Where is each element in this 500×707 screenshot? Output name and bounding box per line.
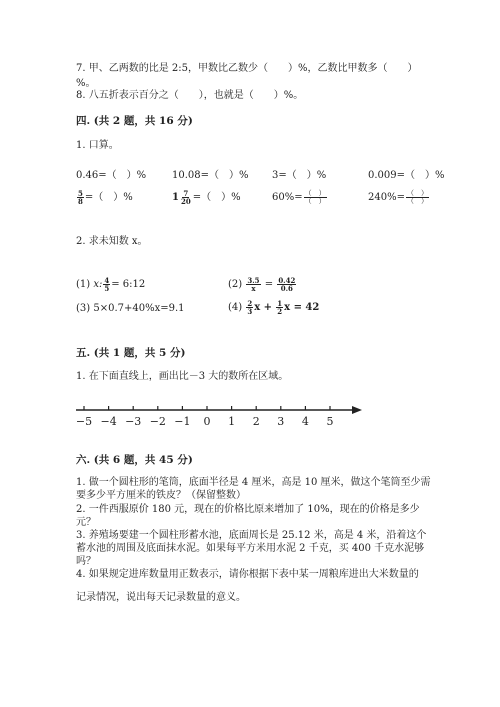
number-line-label: −4 [100, 415, 117, 428]
question-8: 8. 八五折表示百分之（ ），也就是（ ）%。 [76, 90, 304, 101]
number-line-label: 0 [203, 415, 211, 428]
number-line-label: 1 [228, 415, 236, 428]
section-6-title: 六. (共 6 题，共 45 分) [76, 454, 193, 466]
oral-b2: 1 $\frac{7}{20}$ =（ ）% [172, 189, 241, 206]
number-line-label: 4 [301, 415, 309, 428]
number-line-label: 5 [326, 415, 334, 428]
section-4-q2-title: 2. 求未知数 x。 [76, 236, 148, 247]
fraction-7-20: $\frac{7}{20}$ [180, 189, 191, 206]
question-7-line1: 7. 甲、乙两数的比是 2:5，甲数比乙数少（ ）%，乙数比甲数多（ ） [76, 63, 418, 74]
fraction-4-5: $\frac{4}{5}$ [104, 276, 110, 293]
fraction-2-3: $\frac{2}{3}$ [247, 299, 253, 316]
oral-a4: 0.009=（ ）% [368, 170, 445, 181]
fraction-3.5-x: $\frac{3.5}{x}$ [247, 276, 260, 293]
problem-line: 要多少平方厘米的铁皮？（保留整数） [76, 490, 246, 501]
number-line-label: −5 [75, 415, 93, 428]
number-line-label: 2 [252, 415, 260, 428]
number-line [0, 400, 500, 440]
problem-line: 4. 如果规定进库数量用正数表示，请你根据下表中某一周粮库进出大米数量的 [76, 569, 419, 580]
oral-a2: 10.08=（ ）% [172, 170, 249, 181]
oral-b1: $\frac{5}{8}$ =（ ）% [78, 189, 133, 206]
section-4-q1-title: 1. 口算。 [76, 140, 119, 151]
fraction-0.42-0.6: $\frac{0.42}{0.6}$ [278, 276, 296, 293]
problem-line: 吗？ [76, 556, 96, 567]
problem-line: 2. 一件西服原价 180 元，现在的价格比原来增加了 10%，现在的价格是多少 [76, 504, 420, 515]
number-line-label: 3 [277, 415, 285, 428]
problem-line: 1. 做一个圆柱形的笔筒，底面半径是 4 厘米，高是 10 厘米，做这个笔筒至少需 [76, 477, 431, 488]
equation-4: (4) $\frac{2}{3}$ x + $\frac{1}{2}$ x = 42 [228, 299, 320, 316]
number-line-label: −2 [149, 415, 166, 428]
number-line-arrow [352, 406, 362, 414]
problem-line: 蓄水池的周围及底面抹水泥。如果每平方米用水泥 2 千克，买 400 千克水泥够 [76, 543, 425, 554]
section-5-title: 五. (共 1 题，共 5 分) [76, 347, 186, 359]
oral-a1: 0.46=（ ）% [76, 170, 147, 181]
section-4-title: 四. (共 2 题，共 16 分) [76, 115, 193, 127]
oral-a3: 3=（ ）% [272, 170, 327, 181]
number-line-label: −3 [125, 415, 142, 428]
number-line-label: −1 [174, 415, 191, 428]
equation-3: (3) 5×0.7+40%x=9.1 [76, 303, 185, 314]
fraction-5-8: $\frac{5}{8}$ [78, 189, 83, 206]
fraction-blank: $\frac{( )}{( )}$ [406, 189, 428, 205]
oral-b3: 60%= $\frac{( )}{( )}$ [272, 189, 326, 205]
fraction-blank: $\frac{( )}{( )}$ [304, 189, 326, 205]
question-7-line2: %。 [76, 78, 96, 89]
problem-line: 记录情况，说出每天记录数量的意义。 [76, 592, 246, 603]
equation-2: (2) $\frac{3.5}{x}$ = $\frac{0.42}{0.6}$ [228, 276, 296, 293]
oral-b4: 240%= $\frac{( )}{( )}$ [368, 189, 428, 205]
equation-1: (1) x: $\frac{4}{5}$ = 6:12 [76, 276, 146, 293]
problem-line: 3. 养殖场要建一个圆柱形蓄水池，底面周长是 25.12 米，高是 4 米，沿着这个 [76, 530, 427, 541]
fraction-1-2: $\frac{1}{2}$ [277, 299, 283, 316]
section-5-q1: 1. 在下面直线上，画出比－3 大的数所在区域。 [76, 371, 289, 382]
problem-line: 元？ [76, 517, 96, 528]
